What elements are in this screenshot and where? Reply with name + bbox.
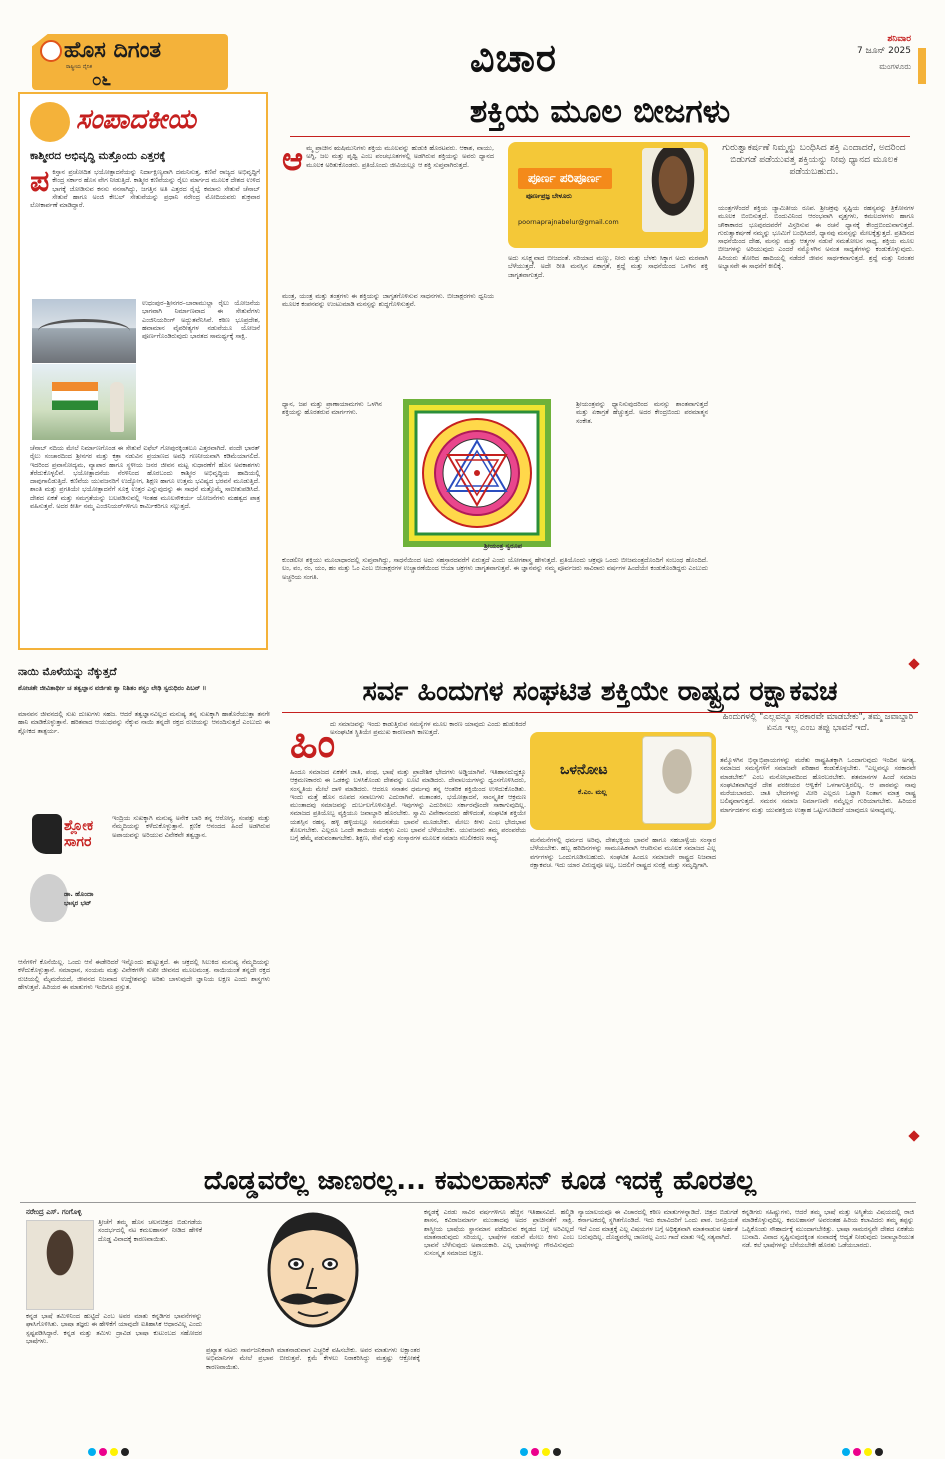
editorial-paragraph-3: ಚೆನಾಬ್ ನದಿಯ ಮೇಲೆ ನಿರ್ಮಾಣಗೊಂಡ ಈ ಸೇತುವೆ ಐಫೆಲ್ ಗೋಪುರಕ್ಕಿಂತಲೂ ಎತ್ತರವಾಗಿದೆ. ವಂದೇ ಭಾರತ್ ರೈಲು ಸಂಚಾರದಿಂದ ಶ್ರೀನಗರ ಮತ್ತು ಕತ್ರಾ ನಡುವಿನ ಪ್ರಯಾಣದ ಅವಧಿ ಗಣನೀಯವಾಗಿ ಕಡಿಮೆಯಾಗಲಿದೆ. ಇದರಿಂದ ಪ್ರವಾಸೋದ್ಯಮ, ವ್ಯಾಪಾರ ಹಾಗೂ ಸ್ಥಳೀಯ ಜನರ ಜೀವನ ಮಟ್ಟ ಸುಧಾರಣೆಗೆ ಹೊಸ ಅವಕಾಶಗಳು ತೆರೆದುಕೊಳ್ಳಲಿವೆ. ಭಯೋತ್ಪಾದನೆಯ ನೆರಳಿನಿಂದ ಹೊರಬಂದು ಕಾಶ್ಮೀರ ಅಭಿವೃದ್ಧಿಯ ಹಾದಿಯಲ್ಲಿ ದಾಪುಗಾಲಿಡುತ್ತಿದೆ. ಕಣಿವೆಯ ಯುವಜನರಿಗೆ ಉದ್ಯೋಗ, ಶಿಕ್ಷಣ ಹಾಗೂ ಉತ್ತಮ ಭವಿಷ್ಯದ ಭರವಸೆ ಮೂಡುತ್ತಿದೆ. ಶಾಂತಿ ಮತ್ತು ಪ್ರಗತಿಯೇ ಭಯೋತ್ಪಾದನೆಗೆ ಸೂಕ್ತ ಉತ್ತರ ಎನ್ನುವುದನ್ನು ಈ ಸಾಧನೆ ಮತ್ತೊಮ್ಮೆ ಸಾಬೀತುಪಡಿಸಿದೆ. ದೇಶದ ಏಕತೆ ಮತ್ತು ಸಮಗ್ರತೆಯನ್ನು ಬಲಪಡಿಸುವಲ್ಲಿ ಇಂತಹ ಮೂಲಸೌಕರ್ಯ ಯೋಜನೆಗಳು ಮಹತ್ವದ ಪಾತ್ರ ವಹಿಸುತ್ತವೆ. ಅದರ ಕೀರ್ತಿ ನಮ್ಮ ಎಂಜಿನಿಯರ್‌ಗಳಿಗೂ ಕಾರ್ಮಿಕರಿಗೂ ಸಲ್ಲುತ್ತದೆ. [30,444,260,511]
editorial-header [30,102,260,142]
editorial-label: ಸಂಪಾದಕೀಯ [76,104,196,135]
author-portrait [26,1220,94,1310]
editorial-paragraph-2: ಉಧಂಪುರ–ಶ್ರೀನಗರ–ಬಾರಾಮುಲ್ಲಾ ರೈಲು ಯೋಜನೆಯ ಭಾಗವಾಗಿ ನಿರ್ಮಾಣವಾದ ಈ ಸೇತುವೆಗಳು ಎಂಜಿನಿಯರಿಂಗ್ ಅದ್ಭುತವೆನಿಸಿವೆ. ಕಠಿಣ ಭೂಪ್ರದೇಶ, ಹವಾಮಾನ ವೈಪರೀತ್ಯಗಳ ನಡುವೆಯೂ ಯೋಜನೆ ಪೂರ್ಣಗೊಂಡಿರುವುದು ಭಾರತದ ಸಾಮರ್ಥ್ಯಕ್ಕೆ ಸಾಕ್ಷಿ. [142,299,260,341]
editorial-paragraph-1: ಕಿಸ್ತಾನ ಪ್ರಚೋದಿತ ಭಯೋತ್ಪಾದನೆಯನ್ನು ನಿರ್ದಾಕ್ಷಿಣ್ಯವಾಗಿ ದಮನಿಸುತ್ತ, ಕಣಿವೆ ರಾಜ್ಯದ ಅಭಿವೃದ್ಧಿಗೆ ಕೇಂದ್ರ ಸರ್ಕಾರ ಹೊಸ ವೇಗ ನೀಡುತ್ತಿದೆ. ಕಾಶ್ಮೀರ ಕಣಿವೆಯನ್ನು ರೈಲು ಮಾರ್ಗದ ಮೂಲಕ ದೇಶದ ಉಳಿದ ಭಾಗಕ್ಕೆ ಜೋಡಿಸುವ ಕನಸು ನನಸಾಗಿದ್ದು, ಜಗತ್ತಿನ ಅತಿ ಎತ್ತರದ ರೈಲ್ವೆ ಕಮಾನು ಸೇತುವೆ ಚೆನಾಬ್ ಸೇತುವೆ ಹಾಗೂ ಅಂಜಿ ಕೇಬಲ್ ಸೇತುವೆಯನ್ನು ಪ್ರಧಾನಿ ನರೇಂದ್ರ ಮೋದಿಯವರು ಶುಕ್ರವಾರ ಲೋಕಾರ್ಪಣೆ ಮಾಡಿದ್ದಾರೆ. [30,168,260,210]
bottom-paragraph-3: ಪ್ರಖ್ಯಾತ ನಟರು ಸಾರ್ವಜನಿಕವಾಗಿ ಮಾತನಾಡುವಾಗ ಎಚ್ಚರಿಕೆ ವಹಿಸಬೇಕು. ಅವರ ಮಾತುಗಳು ಲಕ್ಷಾಂತರ ಅಭಿಮಾನಿಗಳ ಮೇಲೆ ಪ್ರಭಾವ ಬೀರುತ್ತವೆ. ಕ್ಷಮೆ ಕೇಳಲು ನಿರಾಕರಿಸಿದ್ದು ಮತ್ತಷ್ಟು ಆಕ್ರೋಶಕ್ಕೆ ಕಾರಣವಾಯಿತು. [206,1346,420,1371]
bottom-author: ನರೇಂದ್ರ ಎಸ್. ಗಂಗೊಳ್ಳಿ [26,1208,82,1216]
page-number: ೦೬ [92,70,112,90]
bottom-paragraph-5: ನ್ಯಾಯಾಲಯವೂ ಈ ವಿಚಾರದಲ್ಲಿ ಕಠಿಣ ಮಾತುಗಳನ್ನಾಡಿದೆ. ಚಿತ್ರದ ಬಿಡುಗಡೆ ಕರ್ನಾಟಕದಲ್ಲಿ ಸ್ಥಗಿತಗೊಂಡಿದೆ. ಇದು ಕಲಾವಿದರಿಗೆ ಒಂದು ಪಾಠ. ಜನಪ್ರಿಯತೆ ಇದೆ ಎಂದ ಮಾತ್ರಕ್ಕೆ ಎಲ್ಲ ವಿಷಯಗಳ ಬಗ್ಗೆ ಅಧಿಕೃತವಾಗಿ ಮಾತನಾಡುವ ಅರ್ಹತೆ ಬರುವುದಿಲ್ಲ. ದೊಡ್ಡವರೆಲ್ಲ ಜಾಣರಲ್ಲ ಎಂಬ ಗಾದೆ ಮಾತು ಇಲ್ಲಿ ಸತ್ಯವಾಗಿದೆ. [578,1208,738,1241]
shloka-article-title: ನಾಯಿ ಮೊಳೆಯನ್ನು ನೆಕ್ಕುತ್ತದೆ [18,666,117,678]
dateline-city: ಮಂಗಳೂರು [879,62,911,71]
bottom-article-headline: ದೊಡ್ಡವರೆಲ್ಲ ಜಾಣರಲ್ಲ... ಕಮಲಹಾಸನ್ ಕೂಡ ಇದಕ್ಕೆ ಹೊರತಲ್ಲ [203,1166,757,1196]
section-title: ವಿಚಾರ [470,36,557,80]
second-paragraph-3: ಮನೆಮನೆಗಳಲ್ಲಿ ಧರ್ಮದ ಅರಿವು, ದೇಶಭಕ್ತಿಯ ಭಾವನೆ ಹಾಗೂ ಸಹಬಾಳ್ವೆಯ ಸಂಸ್ಕಾರ ಬೆಳೆಯಬೇಕು. ಹಬ್ಬ ಹರಿದಿನಗಳನ್ನು ಸಾಮೂಹಿಕವಾಗಿ ಆಚರಿಸುವ ಮೂಲಕ ಸಮಾಜದ ಎಲ್ಲ ವರ್ಗಗಳನ್ನು ಒಂದುಗೂಡಿಸಬಹುದು. ಸಂಘಟಿತ ಹಿಂದೂ ಸಮಾಜವೇ ರಾಷ್ಟ್ರದ ನಿಜವಾದ ರಕ್ಷಾಕವಚ. ಇದು ಯಾರ ವಿರುದ್ಧವೂ ಅಲ್ಲ, ಬದಲಿಗೆ ರಾಷ್ಟ್ರದ ಸುರಕ್ಷೆ ಮತ್ತು ಸಮೃದ್ಧಿಗಾಗಿ. [530,836,716,869]
columnist-email: poornaprajnabelur@gmail.com [518,218,619,226]
bottom-paragraph-2: ಕನ್ನಡ ಭಾಷೆ ತಮಿಳಿನಿಂದ ಹುಟ್ಟಿದೆ ಎಂಬ ಅವರ ಮಾತು ಕನ್ನಡಿಗರ ಭಾವನೆಗಳನ್ನು ಘಾಸಿಗೊಳಿಸಿತು. ಭಾಷಾ ತಜ್ಞರು ಈ ಹೇಳಿಕೆಗೆ ಯಾವುದೇ ಐತಿಹಾಸಿಕ ಆಧಾರವಿಲ್ಲ ಎಂದು ಸ್ಪಷ್ಟಪಡಿಸಿದ್ದಾರೆ. ಕನ್ನಡ ಮತ್ತು ತಮಿಳು ದ್ರಾವಿಡ ಭಾಷಾ ಕುಟುಂಬದ ಸಹೋದರ ಭಾಷೆಗಳು. [26,1312,202,1345]
edge-tab-marker [918,48,926,84]
dateline-day: ಶನಿವಾರ [887,34,911,44]
main-paragraph-4: ಯಂತ್ರಗಳೆಂದರೆ ಶಕ್ತಿಯ ಜ್ಯಾಮಿತೀಯ ರೂಪ. ಶ್ರೀಚಕ್ರವು ಸೃಷ್ಟಿಯ ರಹಸ್ಯವನ್ನು ತ್ರಿಕೋನಗಳ ಮೂಲಕ ಬಿಂಬಿಸುತ್ತದೆ. ಬಿಂದುವಿನಿಂದ ಆರಂಭವಾಗಿ ವೃತ್ತಗಳು, ಕಮಲದಳಗಳು ಹಾಗೂ ಚೌಕಾಕಾರದ ಭೂಪುರದವರೆಗೆ ವಿಸ್ತರಿಸುವ ಈ ರಚನೆ ಧ್ಯಾನಕ್ಕೆ ಕೇಂದ್ರಬಿಂದುವಾಗುತ್ತದೆ. ಗುರುತ್ವಾಕರ್ಷಣೆ ನಮ್ಮನ್ನು ಭೂಮಿಗೆ ಬಂಧಿಸಿದರೆ, ಧ್ಯಾನವು ಮನಸ್ಸನ್ನು ಮೇಲಕ್ಕೆತ್ತುತ್ತದೆ. ಪ್ರತಿದಿನದ ಸಾಧನೆಯಿಂದ ದೇಹ, ಮನಸ್ಸು ಮತ್ತು ಆತ್ಮಗಳ ನಡುವೆ ಸಮತೋಲನ ಸಾಧ್ಯ. ಶಕ್ತಿಯ ಮೂಲ ಬೀಜಗಳನ್ನು ಅರಿಯುವುದು ಎಂದರೆ ನಮ್ಮೊಳಗಿನ ಅನಂತ ಸಾಧ್ಯತೆಗಳನ್ನು ಕಂಡುಕೊಳ್ಳುವುದು. ಹಿರಿಯರು ತೋರಿದ ಹಾದಿಯಲ್ಲಿ ನಡೆದರೆ ಜೀವನ ಸಾರ್ಥಕವಾಗುತ್ತದೆ. ಶ್ರದ್ಧೆ ಮತ್ತು ನಿರಂತರ ಅಭ್ಯಾಸವೇ ಈ ಸಾಧನೆಗೆ ಕೀಲಿಕೈ. [718,204,914,271]
registration-dots [88,1448,129,1456]
bottom-paragraph-4: ಕನ್ನಡಕ್ಕೆ ಎರಡು ಸಾವಿರ ವರ್ಷಗಳಿಗೂ ಹೆಚ್ಚಿನ ಇತಿಹಾಸವಿದೆ. ಹಲ್ಮಿಡಿ ಶಾಸನ, ಕವಿರಾಜಮಾರ್ಗ ಮುಂತಾದವು ಅದರ ಪ್ರಾಚೀನತೆಗೆ ಸಾಕ್ಷಿ. ಶಾಸ್ತ್ರೀಯ ಭಾಷೆಯ ಸ್ಥಾನಮಾನ ಪಡೆದಿರುವ ಕನ್ನಡದ ಬಗ್ಗೆ ಅರಿವಿಲ್ಲದೆ ಮಾತನಾಡುವುದು ಸರಿಯಲ್ಲ. ಭಾಷೆಗಳ ನಡುವೆ ಮೇಲು ಕೀಳು ಎಂಬ ಭಾವನೆ ಬೆಳೆಸುವುದು ಅಪಾಯಕಾರಿ. ಎಲ್ಲ ಭಾಷೆಗಳನ್ನು ಗೌರವಿಸುವುದು ಸುಸಂಸ್ಕೃತ ಸಮಾಜದ ಲಕ್ಷಣ. [424,1208,574,1258]
masthead [0,0,945,92]
second-article-headline: ಸರ್ವ ಹಿಂದುಗಳ ಸಂಘಟಿತ ಶಕ್ತಿಯೇ ರಾಷ್ಟ್ರದ ರಕ್ಷಾಕವಚ [362,676,838,707]
editorial-box [18,92,268,650]
main-paragraph-7: ಕುಂಡಲಿನೀ ಶಕ್ತಿಯು ಮೂಲಾಧಾರದಲ್ಲಿ ಸುಪ್ತವಾಗಿದ್ದು, ಸಾಧನೆಯಿಂದ ಅದು ಸಹಸ್ರಾರದವರೆಗೆ ಏರುತ್ತದೆ ಎಂದು ಯೋಗಶಾಸ್ತ್ರ ಹೇಳುತ್ತದೆ. ಪ್ರತಿಯೊಂದು ಚಕ್ರವೂ ಒಂದು ಬೀಜಮಂತ್ರದೊಂದಿಗೆ ಸಂಬಂಧ ಹೊಂದಿದೆ. ಲಂ, ವಂ, ರಂ, ಯಂ, ಹಂ ಮತ್ತು ಓಂ ಎಂಬ ಬೀಜಾಕ್ಷರಗಳ ಉಚ್ಚಾರಣೆಯಿಂದ ಆಯಾ ಚಕ್ರಗಳು ಜಾಗೃತವಾಗುತ್ತವೆ. ಈ ಜ್ಞಾನವನ್ನು ನಮ್ಮ ಪೂರ್ವಜರು ಸಾವಿರಾರು ವರ್ಷಗಳ ಹಿಂದೆಯೇ ಕಂಡುಕೊಂಡಿದ್ದರು ಎಂಬುದು ಅಚ್ಚರಿಯ ಸಂಗತಿ. [282,556,708,581]
second-pull-quote: ಹಿಂದುಗಳಲ್ಲಿ "ಎಲ್ಲವನ್ನೂ ಸರಕಾರವೇ ಮಾಡಬೇಕು", ತಮ್ಮ ಜವಾಬ್ದಾರಿ ಏನೂ ಇಲ್ಲ ಎಂಬ ತಪ್ಪು ಭಾವನೆ ಇದೆ. [722,712,914,733]
bottom-paragraph-1: ತ್ತೀಚೆಗೆ ತಮ್ಮ ಹೊಸ ಚಲನಚಿತ್ರದ ಬಿಡುಗಡೆಯ ಸಂದರ್ಭದಲ್ಲಿ ನಟ ಕಮಲಹಾಸನ್ ನೀಡಿದ ಹೇಳಿಕೆ ದೊಡ್ಡ ವಿವಾದಕ್ಕೆ ಕಾರಣವಾಯಿತು. [98,1218,202,1243]
dateline-date: 7 ಜೂನ್ 2025 [856,46,911,56]
second-dropcap: ಹಿಂ [290,721,336,767]
shloka-paragraph-1: ಮಾನವನ ಜೀವನದಲ್ಲಿ ಸುಖ ದುಃಖಗಳು ಸಹಜ. ಆದರೆ ತತ್ವಜ್ಞಾನವಿಲ್ಲದ ಮನುಷ್ಯ ತನ್ನ ಸುಖಕ್ಕಾಗಿ ಹಾತೊರೆಯುತ್ತಾ ತನಗೇ ಹಾನಿ ಮಾಡಿಕೊಳ್ಳುತ್ತಾನೆ. ಹರಿತವಾದ ಆಯುಧವನ್ನು ನೆಕ್ಕುವ ನಾಯಿ ತನ್ನದೇ ರಕ್ತದ ರುಚಿಯನ್ನು ಆನಂದಿಸುತ್ತದೆ ಎಂಬುದು ಈ ಶ್ಲೋಕದ ತಾತ್ಪರ್ಯ. [18,710,270,735]
pm-flag-photo [32,364,136,440]
shloka-column-label: ಶ್ಲೋಕ ಸಾಗರ [64,818,94,850]
second-paragraph-4: ತಮ್ಮೊಳಗಿನ ಭಿನ್ನಾಭಿಪ್ರಾಯಗಳನ್ನು ಮರೆತು ರಾಷ್ಟ್ರಹಿತಕ್ಕಾಗಿ ಒಂದಾಗುವುದು ಇಂದಿನ ಅಗತ್ಯ. ಸಮಾಜದ ಸಮಸ್ಯೆಗಳಿಗೆ ಸಮಾಜವೇ ಪರಿಹಾರ ಕಂಡುಕೊಳ್ಳಬೇಕು. "ಎಲ್ಲವನ್ನೂ ಸರಕಾರವೇ ಮಾಡಬೇಕು" ಎಂಬ ಮನೋಭಾವದಿಂದ ಹೊರಬರಬೇಕು. ಶತಮಾನಗಳ ಹಿಂದೆ ಸಮಾಜ ಸಂಘಟಿತವಾಗಿದ್ದರೆ ದೇಶ ಪರಕೀಯರ ಆಳ್ವಿಕೆಗೆ ಒಳಗಾಗುತ್ತಿರಲಿಲ್ಲ. ಆ ಪಾಠವನ್ನು ನಾವು ಮರೆಯಬಾರದು. ಜಾತಿ ಭೇದಗಳನ್ನು ಮೀರಿ ಎಲ್ಲರೂ ಒಟ್ಟಾಗಿ ನಿಂತಾಗ ಮಾತ್ರ ರಾಷ್ಟ್ರ ಬಲಿಷ್ಠವಾಗುತ್ತದೆ. ಸಮರಸ ಸಮಾಜ ನಿರ್ಮಾಣವೇ ನಮ್ಮೆಲ್ಲರ ಗುರಿಯಾಗಬೇಕು. ಹಿರಿಯರ ಮಾರ್ಗದರ್ಶನ ಮತ್ತು ಯುವಶಕ್ತಿಯ ಉತ್ಸಾಹ ಒಟ್ಟುಗೂಡಿದರೆ ಯಾವುದೂ ಅಸಾಧ್ಯವಲ್ಲ. [720,756,916,814]
chenab-bridge-photo [32,299,136,363]
brand-tagline: ರಾಷ್ಟ್ರೀಯ ದೈನಿಕ [66,64,93,70]
brand-emblem-icon [40,40,62,62]
shloka-paragraph-3: ಆಸೆಗಳಿಗೆ ಕೊನೆಯಿಲ್ಲ. ಒಂದು ಆಸೆ ಈಡೇರಿದರೆ ಇನ್ನೊಂದು ಹುಟ್ಟುತ್ತದೆ. ಈ ಚಕ್ರದಲ್ಲಿ ಸಿಲುಕಿದ ಮನುಷ್ಯ ನೆಮ್ಮದಿಯನ್ನು ಕಳೆದುಕೊಳ್ಳುತ್ತಾನೆ. ಸಮಾಧಾನ, ಸಂಯಮ ಮತ್ತು ವಿವೇಕಗಳೇ ಸುಖೀ ಜೀವನದ ಮೂಲಮಂತ್ರ. ನಾಯಿಯಂತೆ ತನ್ನದೇ ರಕ್ತದ ರುಚಿಯಲ್ಲಿ ಮೈಮರೆಯದೆ, ಜೀವನದ ನಿಜವಾದ ಉದ್ದೇಶವನ್ನು ಅರಿತು ಬಾಳುವುದೇ ಜ್ಞಾನಿಯ ಲಕ್ಷಣ ಎಂದು ಶಾಸ್ತ್ರಗಳು ಹೇಳುತ್ತವೆ. ಹಿರಿಯರ ಈ ಮಾತುಗಳು ಇಂದಿಗೂ ಪ್ರಸ್ತುತ. [18,958,270,991]
columnist-name: ಪೂರ್ಣಪ್ರಜ್ಞ ಬೇಳೂರು [526,192,572,200]
shloka-author: ಡಾ. ಹೊಂದಾ ಭಾಸ್ಕರ ಭಟ್ [64,890,94,907]
article-end-icon [908,658,919,669]
bottom-paragraph-6: ಕನ್ನಡಿಗರು ಸಹಿಷ್ಣುಗಳು, ಆದರೆ ತಮ್ಮ ಭಾಷೆ ಮತ್ತು ಅಸ್ಮಿತೆಯ ವಿಷಯದಲ್ಲಿ ರಾಜಿ ಮಾಡಿಕೊಳ್ಳುವುದಿಲ್ಲ. ಕಮಲಹಾಸನ್ ಅವರಂತಹ ಹಿರಿಯ ಕಲಾವಿದರು ತಮ್ಮ ತಪ್ಪನ್ನು ಒಪ್ಪಿಕೊಂಡು ಸೌಹಾರ್ದಕ್ಕೆ ಮುಂದಾಗಬೇಕಿತ್ತು. ಭಾಷಾ ಸಾಮರಸ್ಯವೇ ದೇಶದ ಏಕತೆಯ ಬುನಾದಿ. ವಿವಾದ ಸೃಷ್ಟಿಸುವುದಕ್ಕಿಂತ ಸಂವಾದಕ್ಕೆ ಆದ್ಯತೆ ನೀಡುವುದು ಜವಾಬ್ದಾರಿಯುತ ನಡೆ. ಕಲೆ ಭಾಷೆಗಳನ್ನು ಬೆಸೆಯಬೇಕೇ ಹೊರತು ಒಡೆಯಬಾರದು. [742,1208,914,1250]
author-portrait [30,874,68,922]
editorial-dropcap: ಪ [30,168,50,199]
main-pull-quote: ಗುರುತ್ವಾಕರ್ಷಣೆ ನಿಮ್ಮನ್ನು ಬಂಧಿಸಿದ ಶಕ್ತಿ ಎಂದಾದರೆ, ಅದರಿಂದ ಬಿಡುಗಡೆ ಪಡೆಯುವತ್ತ ಶಕ್ತಿಯನ್ನು ನೀವು ಧ್ಯಾನದ ಮೂಲಕ ಪಡೆಯಬಹುದು. [722,142,906,177]
sri-yantra-illustration [386,398,568,558]
divider [290,136,910,137]
main-article-headline: ಶಕ್ತಿಯ ಮೂಲ ಬೀಜಗಳು [469,92,731,130]
columnist-portrait [642,148,704,232]
divider [20,1202,916,1203]
olanota-author: ಕೆ.ಎಂ. ಮಲ್ಲ [578,788,607,796]
main-dropcap: ಆ [282,144,304,178]
editorial-body [30,168,260,298]
shloka-verse: ಶೋಚತೇ ಜೀವಿತಾರ್ಥೀ ಚ ತತ್ವಜ್ಞಾನ ವರ್ಜಿತಃ ಶ್ವಾ ನಿಶಿತಂ ಶಸ್ತ್ರಂ ಲೇಢಿ ಸ್ವರುಧಿರಂ ಪಿಬನ್ ॥ [18,684,207,692]
olanota-author-portrait [642,736,712,824]
second-paragraph-1: ದು ಸಮಾಜವನ್ನು ಇಂದು ಕಾಡುತ್ತಿರುವ ಸಮಸ್ಯೆಗಳ ಮೂಲ ಕಾರಣ ಯಾವುದು ಎಂದು ಹುಡುಕಿದರೆ ಅಸಂಘಟಿತ ಸ್ಥಿತಿಯೇ ಪ್ರಮುಖ ಕಾರಣವಾಗಿ ಕಾಣುತ್ತದೆ. [330,720,526,737]
columnist-card [508,142,708,248]
olanota-columnist-card [530,732,716,830]
second-paragraph-2: ಹಿಂದೂ ಸಮಾಜದ ಏಕತೆಗೆ ಜಾತಿ, ಪಂಥ, ಭಾಷೆ ಮತ್ತು ಪ್ರಾದೇಶಿಕ ಭೇದಗಳು ಅಡ್ಡಿಯಾಗಿವೆ. ಇತಿಹಾಸದುದ್ದಕ್ಕೂ ಆಕ್ರಮಣಕಾರರು ಈ ಒಡಕನ್ನು ಬಳಸಿಕೊಂಡು ದೇಶವನ್ನು ಲೂಟಿ ಮಾಡಿದರು. ದೇವಾಲಯಗಳನ್ನು ಧ್ವಂಸಗೊಳಿಸಿದರು, ಸಂಸ್ಕೃತಿಯ ಮೇಲೆ ದಾಳಿ ಮಾಡಿದರು. ಆದರೂ ಸನಾತನ ಧರ್ಮವು ತನ್ನ ಆಂತರಿಕ ಶಕ್ತಿಯಿಂದ ಉಳಿದುಕೊಂಡಿತು. ಇಂದು ಮತ್ತೆ ಹೊಸ ರೂಪದ ಸವಾಲುಗಳು ಎದುರಾಗಿವೆ. ಮತಾಂತರ, ಭಯೋತ್ಪಾದನೆ, ಸಾಂಸ್ಕೃತಿಕ ಆಕ್ರಮಣ ಮುಂತಾದವು ಸಮಾಜವನ್ನು ದುರ್ಬಲಗೊಳಿಸುತ್ತಿವೆ. ಇವುಗಳನ್ನು ಎದುರಿಸಲು ಸರ್ಕಾರವೊಂದೇ ಸಾಕಾಗುವುದಿಲ್ಲ. ಸಮಾಜದ ಪ್ರತಿಯೊಬ್ಬ ವ್ಯಕ್ತಿಯೂ ಜವಾಬ್ದಾರಿ ಹೊರಬೇಕು. ಸ್ವಾಮಿ ವಿವೇಕಾನಂದರು ಹೇಳಿದಂತೆ, ಸಂಘಟಿತ ಶಕ್ತಿಯೇ ಯಶಸ್ಸಿನ ರಹಸ್ಯ. ಹಳ್ಳಿ ಹಳ್ಳಿಯಲ್ಲೂ ಸಮರಸತೆಯ ಭಾವನೆ ಮೂಡಬೇಕು. ಮೇಲು ಕೀಳು ಎಂಬ ಭೇದಭಾವ ತೊಲಗಬೇಕು. ಎಲ್ಲರೂ ಒಂದೇ ತಾಯಿಯ ಮಕ್ಕಳು ಎಂಬ ಭಾವನೆ ಬೆಳೆಯಬೇಕು. ಯುವಜನರು ತಮ್ಮ ಪರಂಪರೆಯ ಬಗ್ಗೆ ಹೆಮ್ಮೆ ಪಡುವಂತಾಗಬೇಕು. ಶಿಕ್ಷಣ, ಸೇವೆ ಮತ್ತು ಸಂಸ್ಕಾರಗಳ ಮೂಲಕ ಸಮಾಜ ಸಬಲೀಕರಣ ಸಾಧ್ಯ. [290,768,526,843]
main-paragraph-2: ಅದು ಸೂಕ್ಷ್ಮವಾದ ಬೀಜದಂತೆ. ಸರಿಯಾದ ಮಣ್ಣು, ನೀರು ಮತ್ತು ಬೆಳಕು ಸಿಕ್ಕಾಗ ಅದು ಮರವಾಗಿ ಬೆಳೆಯುತ್ತದೆ. ಅದೇ ರೀತಿ ಮನಸ್ಸಿನ ಏಕಾಗ್ರತೆ, ಶ್ರದ್ಧೆ ಮತ್ತು ಸಾಧನೆಯಿಂದ ಒಳಗಿನ ಶಕ್ತಿ ಜಾಗೃತವಾಗುತ್ತದೆ. [508,254,708,279]
dateline [791,34,911,72]
editorial-emblem-icon [30,102,70,142]
shloka-paragraph-2: ಇಂದ್ರಿಯ ಸುಖಕ್ಕಾಗಿ ಮನುಷ್ಯ ಅನೇಕ ಬಾರಿ ತನ್ನ ಆರೋಗ್ಯ, ಸಂಪತ್ತು ಮತ್ತು ನೆಮ್ಮದಿಯನ್ನು ಕಳೆದುಕೊಳ್ಳುತ್ತಾನೆ. ಕ್ಷಣಿಕ ಆನಂದದ ಹಿಂದೆ ಅಡಗಿರುವ ಅಪಾಯವನ್ನು ಅರಿಯುವ ವಿವೇಕವೇ ತತ್ವಜ್ಞಾನ. [112,814,270,839]
brand-name: ಹೊಸ ದಿಗಂತ [64,38,162,63]
registration-dots [520,1448,561,1456]
main-paragraph-1-text: ಮ್ಮ ಪ್ರಾಚೀನ ಋಷಿಮುನಿಗಳು ಶಕ್ತಿಯ ಮೂಲವನ್ನು ಹುಡುಕಿ ಹೊರಟವರು. ಆಕಾಶ, ವಾಯು, ಅಗ್ನಿ, ಜಲ ಮತ್ತು ಪೃಥ್ವಿ ಎಂಬ ಪಂಚಭೂತಗಳಲ್ಲಿ ಅಡಗಿರುವ ಶಕ್ತಿಯನ್ನು ಅವರು ಧ್ಯಾನದ ಮೂಲಕ ಅರಿತುಕೊಂಡರು. ಪ್ರತಿಯೊಂದು ಜೀವಿಯಲ್ಲೂ ಆ ಶಕ್ತಿ ಸುಪ್ತವಾಗಿರುತ್ತದೆ. [306,144,494,169]
main-paragraph-5: ಧ್ಯಾನ, ಜಪ ಮತ್ತು ಪ್ರಾಣಾಯಾಮಗಳು ಒಳಗಿನ ಶಕ್ತಿಯನ್ನು ಹೊರತರುವ ಮಾರ್ಗಗಳು. [282,400,382,417]
yantra-caption: ಶ್ರೀಯಂತ್ರ ಸ್ವರೂಪ [484,542,522,550]
shloka-sagara-column-badge [24,814,106,954]
column-tag: ಪೂರ್ಣ ಪರಿಪೂರ್ಣ [518,168,612,189]
registration-dots [842,1448,883,1456]
editorial-title: ಕಾಶ್ಮೀರದ ಅಭಿವೃದ್ಧಿ ಮತ್ತೊಂದು ಎತ್ತರಕ್ಕೆ [30,150,166,162]
quill-ink-icon [32,814,62,854]
main-paragraph-6: ಶ್ರೀಯಂತ್ರವನ್ನು ಧ್ಯಾನಿಸುವುದರಿಂದ ಮನಸ್ಸು ಶಾಂತವಾಗುತ್ತದೆ ಮತ್ತು ಏಕಾಗ್ರತೆ ಹೆಚ್ಚುತ್ತದೆ. ಅದರ ಕೇಂದ್ರಬಿಂದು ಪರಮಾತ್ಮನ ಸಂಕೇತ. [576,400,708,425]
main-paragraph-1 [282,144,494,289]
main-paragraph-3: ಮಂತ್ರ, ಯಂತ್ರ ಮತ್ತು ತಂತ್ರಗಳು ಈ ಶಕ್ತಿಯನ್ನು ಜಾಗೃತಗೊಳಿಸುವ ಸಾಧನಗಳು. ಬೀಜಾಕ್ಷರಗಳು ಧ್ವನಿಯ ಮೂಲಕ ಕಂಪನವನ್ನು ಉಂಟುಮಾಡಿ ಮನಸ್ಸನ್ನು ಶುದ್ಧಗೊಳಿಸುತ್ತವೆ. [282,292,494,309]
olanota-column-tag: ಒಳನೋಟ [560,762,608,778]
kamal-haasan-caricature [206,1208,420,1342]
